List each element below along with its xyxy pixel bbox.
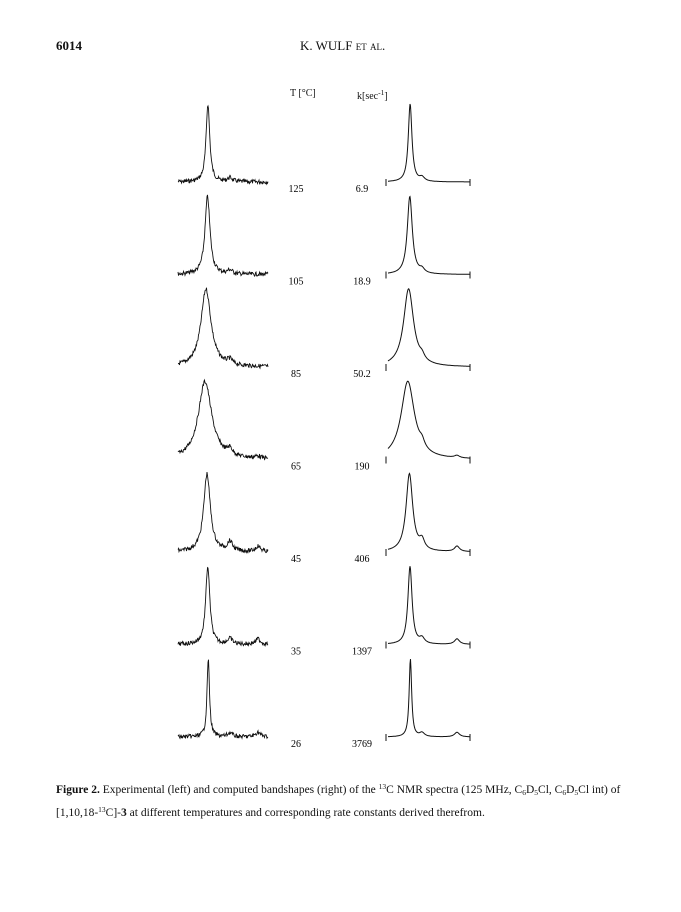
computed-spectrum — [388, 474, 470, 552]
computed-spectrum — [388, 104, 470, 182]
temperature-label: 26 — [291, 739, 301, 750]
rate-header-prefix: k[sec — [357, 91, 379, 102]
caption-sub: 5 — [534, 788, 539, 797]
caption-text: D — [566, 784, 575, 796]
experimental-spectrum — [178, 288, 268, 368]
page-number: 6014 — [56, 38, 82, 53]
computed-spectrum — [388, 197, 470, 275]
temperature-label: 105 — [288, 276, 304, 288]
rate-constant-label: 50.2 — [353, 369, 371, 380]
running-head-text: K. WULF et al. — [300, 38, 386, 53]
caption-sup: 13 — [98, 805, 106, 814]
computed-spectrum — [388, 659, 470, 737]
rate-constant-label: 190 — [354, 461, 370, 473]
rate-constant-label: 6.9 — [355, 184, 369, 195]
experimental-spectrum — [178, 472, 268, 552]
experimental-spectrum — [178, 568, 268, 646]
temperature-label: 45 — [291, 554, 301, 565]
caption-label: Figure 2. — [56, 784, 100, 796]
temperature-label: 125 — [288, 184, 304, 195]
caption-text: C NMR spectra (125 MHz, C — [386, 784, 523, 796]
rate-constant-label: 3769 — [352, 739, 372, 750]
experimental-spectrum — [178, 195, 268, 276]
caption-text: D — [525, 784, 535, 796]
temperature-label: 65 — [291, 461, 301, 473]
rate-header-sup: -1 — [378, 88, 385, 97]
caption-sub: 5 — [574, 788, 579, 797]
caption-text: at different temperatures and corresponding rate constants derived therefrom. — [126, 807, 485, 819]
caption-text: Cl, C — [538, 784, 563, 796]
caption-sub: 6 — [562, 788, 567, 797]
rate-header-suffix: ] — [384, 91, 388, 102]
caption-text: C]- — [105, 807, 122, 819]
caption-sup: 13 — [378, 782, 387, 791]
computed-spectrum — [388, 566, 470, 644]
experimental-spectrum — [178, 106, 268, 184]
caption-text: Experimental (left) and computed bandshapes (right) of the — [99, 784, 379, 796]
temperature-label: 85 — [291, 369, 301, 380]
experimental-spectrum — [178, 660, 268, 739]
caption-compound-number: 3 — [121, 807, 127, 819]
experimental-spectrum — [178, 380, 268, 459]
computed-spectrum — [388, 289, 470, 366]
temperature-label: 35 — [291, 646, 301, 658]
column-header-temperature: T [°C] — [290, 88, 316, 99]
caption-sub: 6 — [522, 788, 526, 797]
computed-spectrum — [388, 381, 470, 458]
rate-constant-label: 1397 — [352, 646, 372, 658]
rate-constant-label: 406 — [354, 554, 370, 565]
rate-constant-label: 18.9 — [353, 276, 371, 288]
caption-text: Cl int) of [1,10,18- — [56, 784, 621, 819]
figure-caption — [56, 778, 631, 822]
